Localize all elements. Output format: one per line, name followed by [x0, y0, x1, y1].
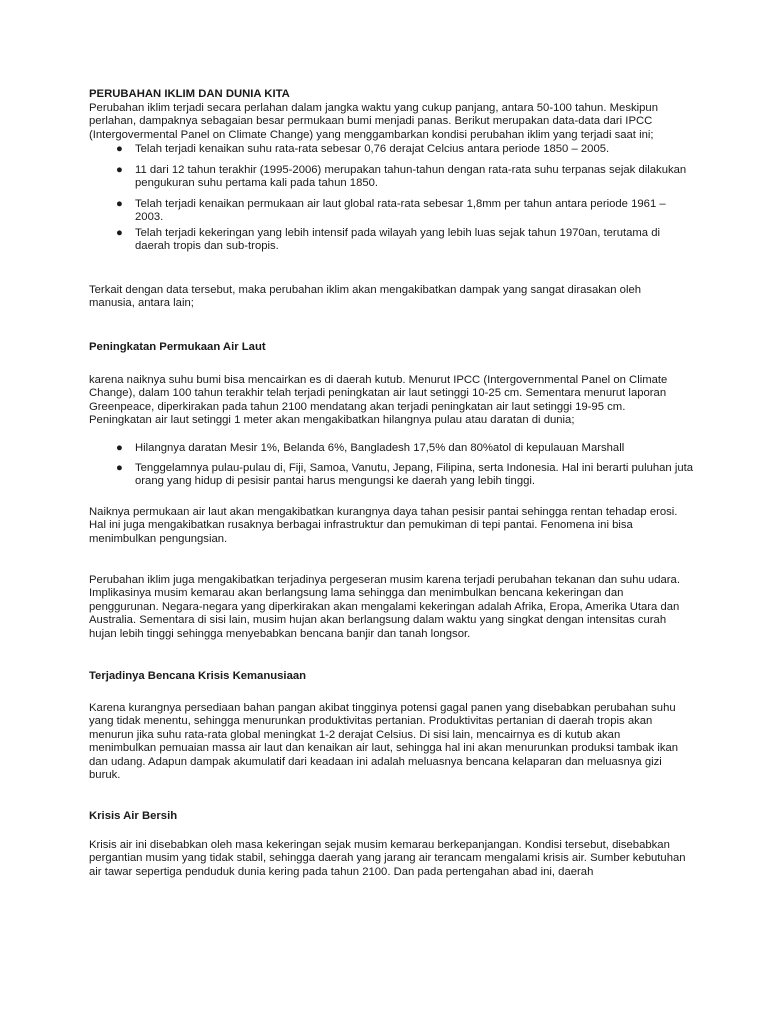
- sea-level-paragraph: karena naiknya suhu bumi bisa mencairkan es di daerah kutub. Menurut IPCC (Intergovernmental Panel on Climate Change), dalam 100 tahun terakhir telah terjadi peningkatan air laut setinggi 10-25 cm. Sementara menurut laporan Greenpeace, diperkirakan pada tahun 2100 mendatang akan terjadi peningkatan air laut setinggi 19-95 cm. Peningkatan air laut setinggi 1 meter akan mengakibatkan hilangnya pulau atau daratan di dunia;: [89, 374, 668, 427]
- humanitarian-crisis-paragraph: Karena kurangnya persediaan bahan pangan akibat tingginya potensi gagal panen yang disebabkan perubahan suhu yang tidak menentu, sehingga menurunkan produktivitas pertanian. Produktivitas pertanian di daerah tropis akan menurun jika suhu rata-rata global meningkat 1-2 derajat Celsius. Di sisi lain, mencairnya es di kutub akan menimbulkan pemuaian massa air laut dan kenaikan air laut, sehingga hal ini akan menurunkan produksi tambak ikan dan udang. Adapun dampak akumulatif dari keadaan ini adalah meluasnya bencana kelaparan dan meluasnya gizi buruk.: [89, 702, 679, 782]
- bullet-icon: ●: [116, 227, 123, 239]
- season-shift-paragraph: Perubahan iklim juga mengakibatkan terjadinya pergeseran musim karena terjadi perubahan tekanan dan suhu udara. Implikasinya musim kemarau akan berlangsung lama sehingga dan menimbulkan bencana kekeringan dan penggurunan. Negara-negara yang diperkirakan akan mengalami kekeringan adalah Afrika, Eropa, Amerika Utara dan Australia. Sementara di sisi lain, musim hujan akan berlangsung dalam waktu yang singkat dengan intensitas curah hujan lebih tinggi sehingga menyebabkan bencana banjir dan tanah longsor.: [89, 574, 680, 640]
- document-page: PERUBAHAN IKLIM DAN DUNIA KITA Perubahan iklim terjadi secara perlahan dalam jangka waktu yang cukup panjang, antara 50-100 tahun. Meskipun perlahan, dampaknya sebagaian besar permukaan bumi menjadi panas. Berikut merupakan data-data dari IPCC (Intergovermental Panel on Climate Change) yang menggambarkan kondisi perubahan iklim yang terjadi saat ini; ● Telah terjadi kenaikan suhu rata-rata sebesar 0,76 derajat Celcius antara periode 1850 – 2005. ● 11 dari 12 tahun terakhir (1995-2006) merupakan tahun-tahun dengan rata-rata suhu terpanas sejak dilakukan pengukuran suhu pertama kali pada tahun 1850. ● Telah terjadi kenaikan permukaan air laut global rata-rata sebesar 1,8mm per tahun antara periode 1961 – 2003. ● Telah terjadi kekeringan yang lebih intensif pada wilayah yang lebih luas sejak tahun 1970an, terutama di daerah tropis dan sub-tropis. Terkait dengan data tersebut, maka perubahan iklim akan mengakibatkan dampak yang sangat dirasakan oleh manusia, antara lain; Peningkatan Permukaan Air Laut karena naiknya suhu bumi bisa mencairkan es di daerah kutub. Menurut IPCC (Intergovernmental Panel on Climate Change), dalam 100 tahun terakhir telah terjadi peningkatan air laut setinggi 10-25 cm. Sementara menurut laporan Greenpeace, diperkirakan pada tahun 2100 mendatang akan terjadi peningkatan air laut setinggi 19-95 cm. Peningkatan air laut setinggi 1 meter akan mengakibatkan hilangnya pulau atau daratan di dunia; ● Hilangnya daratan Mesir 1%, Belanda 6%, Bangladesh 17,5% dan 80%atol di kepulauan Marshall ● Tenggelamnya pulau-pulau di, Fiji, Samoa, Vanutu, Jepang, Filipina, serta Indonesia. Hal ini berarti puluhan juta orang yang hidup di pesisir pantai harus mengungsi ke daerah yang lebih tinggi. Naiknya permukaan air laut akan mengakibatkan kurangnya daya tahan pesisir pantai sehingga rentan tehadap erosi. Hal ini juga mengakibatkan rusaknya berbagai infrastruktur dan pemukiman di tepi pantai. Fenomena ini bisa menimbulkan pengungsian. Perubahan iklim juga mengakibatkan terjadinya pergeseran musim karena terjadi perubahan tekanan dan suhu udara. Implikasinya musim kemarau akan berlangsung lama sehingga dan menimbulkan bencana kekeringan dan penggurunan. Negara-negara yang diperkirakan akan mengalami kekeringan adalah Afrika, Eropa, Amerika Utara dan Australia. Sementara di sisi lain, musim hujan akan berlangsung dalam waktu yang singkat dengan intensitas curah hujan lebih tinggi sehingga menyebabkan bencana banjir dan tanah longsor. Terjadinya Bencana Krisis Kemanusiaan Karena kurangnya persediaan bahan pangan akibat tingginya potensi gagal panen yang disebabkan perubahan suhu yang tidak menentu, sehingga menurunkan produktivitas pertanian. Produktivitas pertanian di daerah tropis akan menurun jika suhu rata-rata global meningkat 1-2 derajat Celsius. Di sisi lain, mencairnya es di kutub akan menimbulkan pemuaian massa air laut dan kenaikan air laut, sehingga hal ini akan menurunkan produksi tambak ikan dan udang. Adapun dampak akumulatif dari keadaan ini adalah meluasnya bencana kelaparan dan meluasnya gizi buruk. Krisis Air Bersih Krisis air ini disebabkan oleh masa kekeringan sejak musim kemarau berkepanjangan. Kondisi tersebut, disebabkan pergantian musim yang tidak stabil, sehingga daerah yang jarang air terancam mengalami krisis air. Sumber kebutuhan air tawar sepertiga penduduk dunia kering pada tahun 2100. Dan pada pertengahan abad ini, daerah: [89, 88, 694, 878]
- intro-paragraph: Perubahan iklim terjadi secara perlahan dalam jangka waktu yang cukup panjang, antara 50-100 tahun. Meskipun perlahan, dampaknya sebagaian besar permukaan bumi menjadi panas. Berikut merupakan data-data dari IPCC (Intergovermental Panel on Climate Change) yang menggambarkan kondisi perubahan iklim yang terjadi saat ini;: [89, 102, 658, 141]
- erosion-paragraph: Naiknya permukaan air laut akan mengakibatkan kurangnya daya tahan pesisir pantai sehingga rentan tehadap erosi. Hal ini juga mengakibatkan rusaknya berbagai infrastruktur dan pemukiman di tepi pantai. Fenomena ini bisa menimbulkan pengungsian.: [89, 506, 678, 545]
- document-title: PERUBAHAN IKLIM DAN DUNIA KITA: [89, 88, 290, 100]
- bullet-icon: ●: [116, 143, 123, 155]
- bullet-icon: ●: [116, 462, 123, 474]
- bullet-icon: ●: [116, 442, 123, 454]
- section-heading-clean-water-crisis: Krisis Air Bersih: [89, 810, 178, 822]
- clean-water-paragraph: Krisis air ini disebabkan oleh masa kekeringan sejak musim kemarau berkepanjangan. Kondisi tersebut, disebabkan pergantian musim yang tidak stabil, sehingga daerah yang jarang air terancam mengalami krisis air. Sumber kebutuhan air tawar sepertiga penduduk dunia kering pada tahun 2100. Dan pada pertengahan abad ini, daerah: [89, 839, 686, 878]
- bullet-icon: ●: [116, 164, 123, 176]
- section-heading-sea-level: Peningkatan Permukaan Air Laut: [89, 341, 266, 353]
- transition-paragraph: Terkait dengan data tersebut, maka perubahan iklim akan mengakibatkan dampak yang sangat dirasakan oleh manusia, antara lain;: [89, 284, 642, 310]
- bullet-icon: ●: [116, 198, 123, 210]
- section-heading-humanitarian-crisis: Terjadinya Bencana Krisis Kemanusiaan: [89, 670, 307, 682]
